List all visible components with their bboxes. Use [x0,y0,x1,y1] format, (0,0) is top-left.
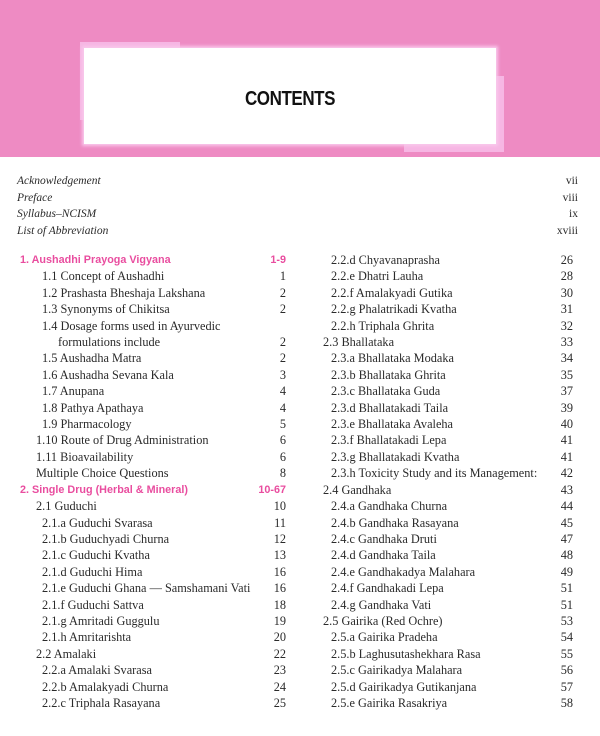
toc-entry[interactable] [323,613,573,629]
entry-page: 53 [560,613,573,628]
entry-page: 6 [279,449,286,464]
toc-left-column [20,252,286,711]
entry-label: 2.1 Guduchi [36,499,97,514]
entry-label: 1.9 Pharmacology [42,417,132,432]
entry-page: 22 [273,646,286,661]
entry-label: 2.5.e Gairika Rasakriya [331,695,448,710]
entry-label: 2.4.a Gandhaka Churna [331,499,448,514]
entry-page: 28 [560,269,573,284]
entry-label: 1.10 Route of Drug Administration [36,433,209,448]
entry-page: ix [569,208,578,220]
entry-label: 2.1.b Guduchyadi Churna [42,531,170,546]
entry-label: 2.5.b Laghusutashekhara Rasa [331,646,481,661]
entry-page: 16 [273,581,286,596]
entry-page: 58 [560,695,573,710]
entry-label: 2.4.d Gandhaka Taila [331,548,436,563]
entry-page: 26 [560,253,573,267]
entry-page: 34 [560,351,573,366]
entry-label-line: formulations include [58,335,161,350]
front-matter-list [17,173,578,239]
entry-label: 2. Single Drug (Herbal & Mineral) [20,483,188,496]
entry-page: 24 [273,679,286,694]
entry-label: 2.4 Gandhaka [323,482,392,497]
entry-page: 51 [560,581,573,596]
entry-label: 2.1.a Guduchi Svarasa [42,515,153,530]
entry-page: 5 [279,417,286,432]
entry-page: 35 [560,367,573,382]
toc-entry[interactable] [20,383,286,399]
toc-entry[interactable] [323,268,573,284]
entry-page: 12 [273,531,286,546]
entry-label: 2.2.h Triphala Ghrita [331,318,435,333]
entry-label: 2.5 Gairika (Red Ochre) [323,613,443,628]
entry-label: 2.2.f Amalakyadi Gutika [331,285,453,300]
toc-entry[interactable] [20,318,286,351]
entry-label: 2.3 Bhallataka [323,335,395,350]
entry-label: 2.1.h Amritarishta [42,630,132,645]
entry-label: 1.5 Aushadha Matra [42,351,142,366]
entry-page: 2 [279,335,286,350]
entry-page: 11 [274,515,286,530]
toc-right-column [323,252,573,711]
toc-entry[interactable] [20,301,286,317]
entry-label: 1.11 Bioavailability [36,449,134,464]
entry-page: 2 [279,302,286,317]
entry-label: Multiple Choice Questions [36,466,169,481]
entry-label: 2.1.e Guduchi Ghana — Samshamani Vati [42,581,251,596]
toc-entry[interactable] [323,662,573,678]
toc-entry[interactable] [17,223,578,240]
entry-page: 1-9 [270,254,286,266]
entry-label: 2.3.h Toxicity Study and its Management: [331,466,538,481]
toc-entry[interactable] [20,400,286,416]
toc-entry[interactable] [323,564,573,580]
entry-page: 25 [273,695,286,710]
entry-page: 56 [560,663,573,678]
toc-entry[interactable] [323,350,573,366]
toc-entry[interactable] [20,531,286,547]
toc-entry[interactable] [20,432,286,448]
entry-label: 1.3 Synonyms of Chikitsa [42,302,170,317]
entry-page: 16 [273,564,286,579]
entry-label: 2.4.f Gandhakadi Lepa [331,581,444,596]
toc-entry[interactable] [20,695,286,711]
toc-entry[interactable] [20,679,286,695]
entry-label: 2.3.a Bhallataka Modaka [331,351,454,366]
entry-page: 10-67 [258,483,286,496]
toc-entry[interactable] [20,449,286,465]
chapter-heading[interactable] [20,482,286,498]
toc-entry[interactable] [323,449,573,465]
entry-page: 42 [560,466,573,481]
title-box [84,48,496,144]
entry-label: 2.1.d Guduchi Hima [42,564,143,579]
entry-label: 2.3.d Bhallatakadi Taila [331,400,449,415]
entry-label: 2.2 Amalaki [36,646,97,661]
toc-entry[interactable] [323,646,573,662]
entry-label: 2.5.a Gairika Pradeha [331,630,438,645]
entry-page: 37 [560,384,573,399]
entry-label: List of Abbreviation [17,224,109,237]
toc-entry[interactable] [323,252,573,268]
toc-entry[interactable] [20,367,286,383]
entry-label: 2.2.a Amalaki Svarasa [42,663,152,678]
toc-entry[interactable] [323,334,573,350]
entry-page: 20 [273,630,286,645]
entry-page: 2 [279,285,286,300]
entry-label: 2.3.b Bhallataka Ghrita [331,367,446,382]
entry-page: 40 [560,417,573,432]
entry-page: 10 [273,499,286,514]
entry-label: 2.4.c Gandhaka Druti [331,531,437,546]
toc-entry[interactable] [323,383,573,399]
entry-page: 32 [560,318,573,333]
entry-page: vii [565,175,578,187]
toc-entry[interactable] [323,679,573,695]
toc-entry[interactable] [17,190,578,207]
toc-entry[interactable] [20,350,286,366]
entry-label: 1.1 Concept of Aushadhi [42,269,165,284]
entry-label: 2.4.e Gandhakadya Malahara [331,564,476,579]
entry-label: 1.2 Prashasta Bheshaja Lakshana [42,285,206,300]
entry-page: 1 [279,269,286,284]
toc-entry[interactable] [323,285,573,301]
entry-page: 45 [560,515,573,530]
entry-label: 1.7 Anupana [42,384,105,399]
toc-entry[interactable] [323,318,573,334]
entry-page: 55 [560,646,573,661]
toc-entry[interactable] [323,400,573,416]
entry-page: 54 [560,630,573,645]
entry-page: 33 [560,335,573,350]
entry-label: 2.1.c Guduchi Kvatha [42,548,150,563]
entry-page: 4 [279,400,286,415]
entry-label: 2.1.g Amritadi Guggulu [42,613,160,628]
toc-entry[interactable] [323,695,573,711]
entry-page: 49 [560,564,573,579]
toc-entry[interactable] [20,498,286,514]
toc-entry[interactable] [20,629,286,645]
entry-label: 1. Aushadhi Prayoga Vigyana [20,254,171,266]
toc-entry[interactable] [20,465,286,481]
page-title: CONTENTS [244,88,336,110]
entry-label: 2.2.g Phalatrikadi Kvatha [331,302,457,317]
toc-entry[interactable] [20,564,286,580]
entry-label: 2.2.d Chyavanaprasha [331,253,440,267]
toc-entry[interactable] [323,301,573,317]
entry-label: 2.5.d Gairikadya Gutikanjana [331,679,477,694]
entry-page: 13 [273,548,286,563]
entry-page: 4 [279,384,286,399]
toc-entry[interactable] [323,515,573,531]
toc-entry[interactable] [323,432,573,448]
entry-label: Acknowledgement [17,175,101,187]
entry-page: 31 [560,302,573,317]
entry-label: Preface [17,191,53,204]
toc-entry[interactable] [20,285,286,301]
toc-entry[interactable] [323,465,573,481]
entry-label: 1.8 Pathya Apathaya [42,400,144,415]
toc-entry[interactable] [17,206,578,223]
toc-entry[interactable] [20,547,286,563]
entry-page: 48 [560,548,573,563]
toc-entry[interactable] [323,597,573,613]
toc-entry[interactable] [323,580,573,596]
entry-label: Syllabus–NCISM [17,208,97,220]
entry-label [42,318,256,351]
entry-page: 47 [560,531,573,546]
entry-page: 18 [273,597,286,612]
entry-label: 2.4.g Gandhaka Vati [331,597,432,612]
toc-entry[interactable] [323,498,573,514]
entry-page: 6 [279,433,286,448]
entry-label: 1.6 Aushadha Sevana Kala [42,367,174,382]
toc-entry[interactable] [323,547,573,563]
toc-entry[interactable] [323,531,573,547]
entry-page: 3 [279,367,286,382]
entry-page: 30 [560,285,573,300]
toc-entry[interactable] [323,482,573,498]
entry-page: 19 [273,613,286,628]
entry-label: 2.4.b Gandhaka Rasayana [331,515,459,530]
toc-entry[interactable] [323,629,573,645]
toc-entry[interactable] [20,580,286,596]
entry-label: 2.2.e Dhatri Lauha [331,269,424,284]
entry-page: 23 [273,663,286,678]
entry-page: 44 [560,499,573,514]
toc-entry[interactable] [20,646,286,662]
entry-page: 39 [560,400,573,415]
toc-entry[interactable] [20,597,286,613]
entry-page: 8 [279,466,286,481]
entry-page: 2 [279,351,286,366]
entry-label: 2.5.c Gairikadya Malahara [331,663,463,678]
entry-page: viii [562,191,578,204]
toc-entry[interactable] [323,416,573,432]
toc-entry[interactable] [17,173,578,190]
toc-entry[interactable] [20,515,286,531]
toc-entry[interactable] [20,613,286,629]
chapter-heading[interactable] [20,252,286,268]
entry-label: 2.1.f Guduchi Sattva [42,597,144,612]
entry-label: 2.3.g Bhallatakadi Kvatha [331,449,460,464]
entry-page: xviii [556,224,578,237]
entry-label: 2.2.c Triphala Rasayana [42,695,161,710]
entry-label: 2.3.f Bhallatakadi Lepa [331,433,447,448]
entry-page: 43 [560,482,573,497]
entry-page: 41 [560,433,573,448]
entry-page: 41 [560,449,573,464]
entry-label: 2.3.c Bhallataka Guda [331,384,441,399]
entry-page: 51 [560,597,573,612]
entry-label: 2.3.e Bhallataka Avaleha [331,417,454,432]
toc-entry[interactable] [323,367,573,383]
toc-entry[interactable] [20,416,286,432]
entry-page: 57 [560,679,573,694]
toc-entry[interactable] [20,268,286,284]
entry-label-line: 1.4 Dosage forms used in Ayurvedic [42,318,221,333]
toc-entry[interactable] [20,662,286,678]
entry-label: 2.2.b Amalakyadi Churna [42,679,169,694]
